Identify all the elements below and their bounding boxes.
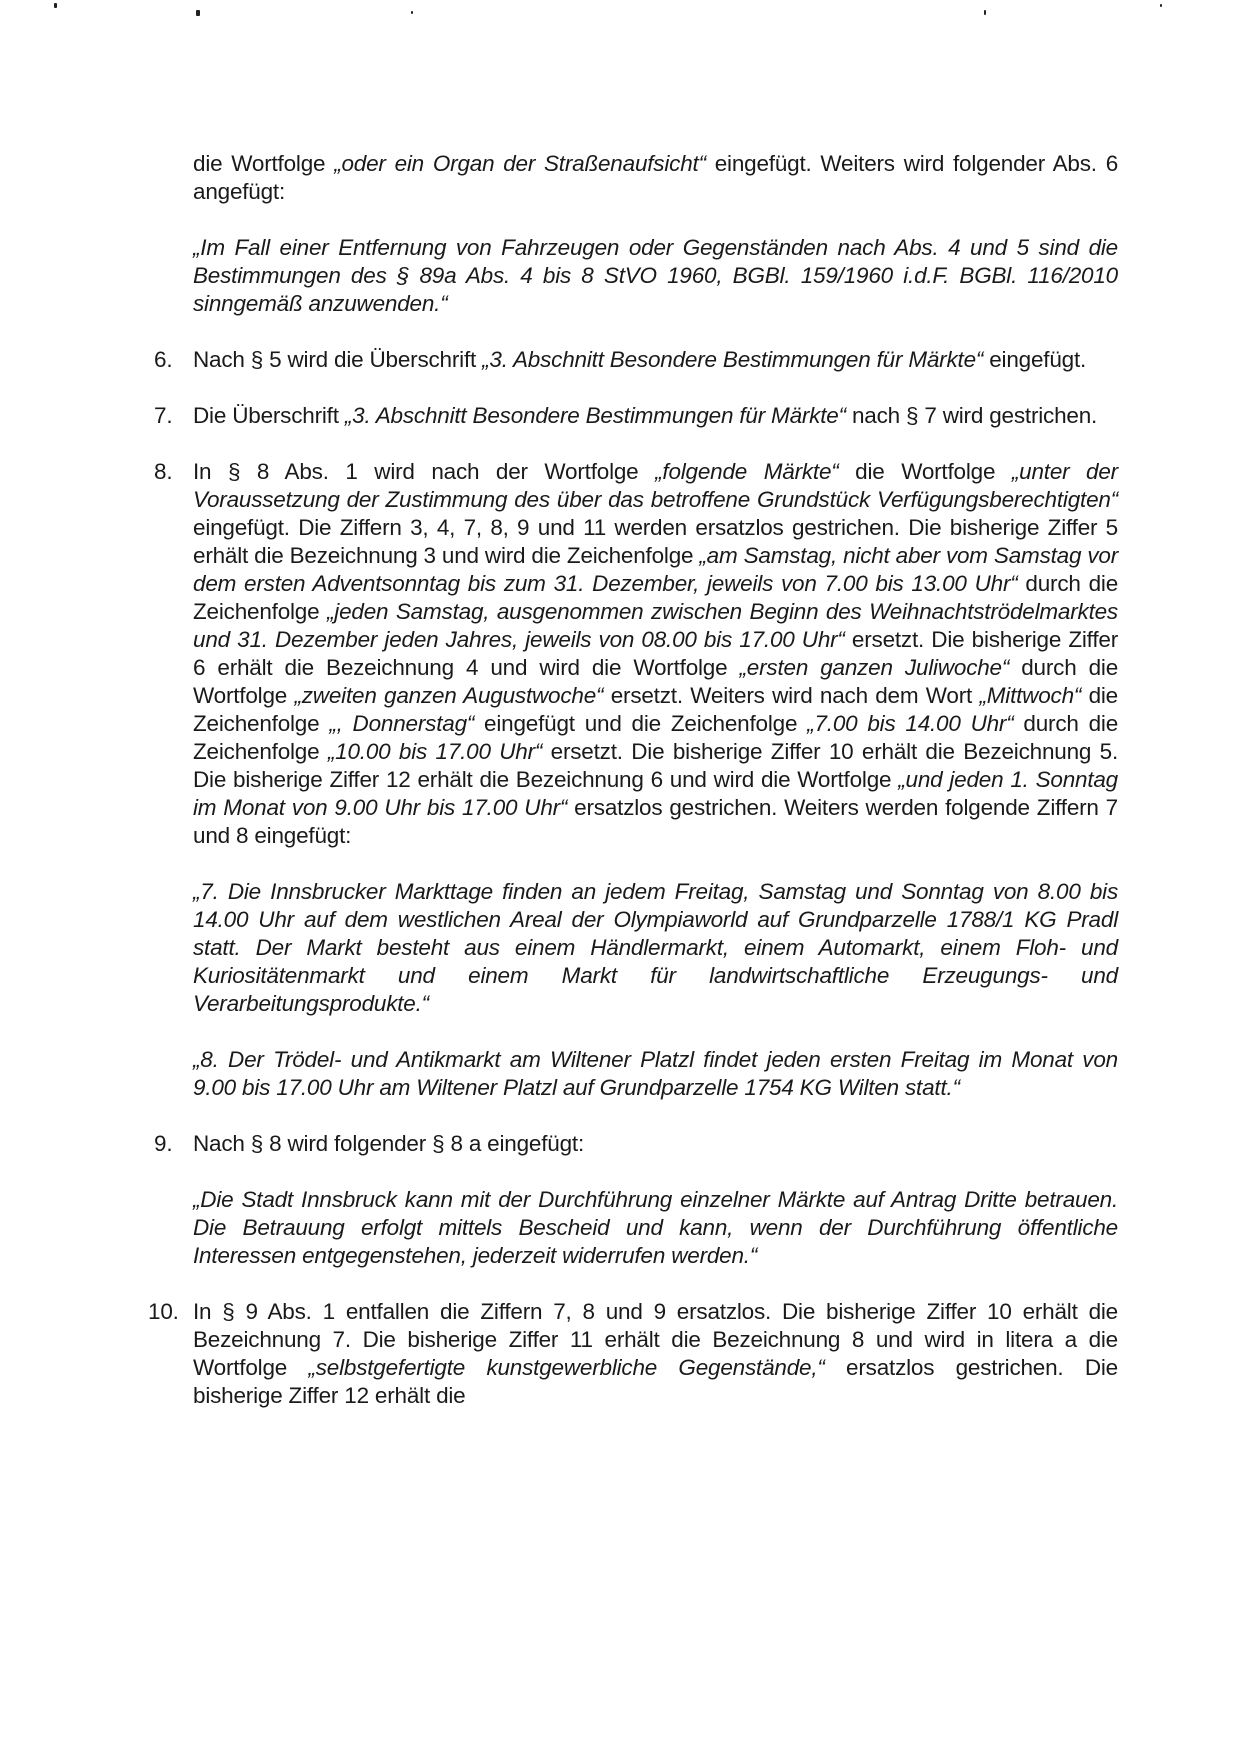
text-segment: die Zeichenfolge — [193, 683, 1118, 736]
quoted-phrase: „am Samstag, nicht aber vom Samstag vor dem ersten Adventsonntag bis zum 31. Dezember, jeweils von 7.00 bis 13.00 Uhr“ — [193, 543, 1119, 596]
quoted-phrase: „oder ein Organ der Straßenaufsicht“ — [334, 151, 706, 176]
document-body — [148, 150, 1119, 1438]
item-text — [193, 458, 1118, 850]
text-segment: die Wortfolge — [193, 151, 335, 176]
text-segment: durch die Zeichenfolge — [193, 571, 1119, 624]
text-segment: eingefügt. Die Ziffern 3, 4, 7, 8, 9 und 11 werden ersatzlos gestrichen. Die bisherige Ziffer 5 erhält die Bezeichnung 3 und wird die Zeichenfolge — [193, 515, 1118, 568]
scan-artifact — [196, 10, 200, 16]
item-text — [193, 1130, 1118, 1158]
text-segment: die Wortfolge — [838, 459, 1012, 484]
quoted-phrase: „, Donnerstag“ — [329, 711, 475, 736]
item-number: 9. — [154, 1131, 173, 1156]
item-number: 7. — [154, 403, 173, 428]
intro-quote — [193, 234, 1118, 318]
quote-text: „7. Die Innsbrucker Markttage finden an jedem Freitag, Samstag und Sonntag von 8.00 bis 14.00 Uhr auf dem westlichen Areal der Olympiaworld auf Grundparzelle 1788/1 KG Pradl statt. Der Markt besteht aus einem Händlermarkt, einem Automarkt, einem Floh- und Kuriositätenmarkt und einem Markt für landwirtschaftliche Erzeugungs- und Verarbeitungsprodukte.“ — [193, 879, 1118, 1016]
amendment-item — [154, 458, 1119, 850]
text-segment: Die Überschrift — [193, 403, 345, 428]
text-segment: ersetzt. Weiters wird nach dem Wort — [603, 683, 980, 708]
text-segment: Nach § 8 wird folgender § 8 a eingefügt: — [193, 1131, 585, 1156]
inserted-quote — [193, 1046, 1118, 1102]
text-segment: ersatzlos gestrichen. Weiters werden folgende Ziffern 7 und 8 eingefügt: — [193, 795, 1118, 848]
text-segment: eingefügt. Weiters wird folgender Abs. 6 angefügt: — [193, 151, 1119, 204]
amendment-list — [148, 346, 1119, 1410]
text-segment: durch die Wortfolge — [193, 655, 1119, 708]
quoted-phrase: „10.00 bis 17.00 Uhr“ — [327, 739, 543, 764]
inserted-quote — [193, 1186, 1118, 1270]
amendment-item — [148, 1298, 1118, 1410]
quoted-phrase: „zweiten ganzen Augustwoche“ — [294, 683, 604, 708]
scan-artifact — [984, 10, 986, 15]
quote-text: „Im Fall einer Entfernung von Fahrzeugen oder Gegenständen nach Abs. 4 und 5 sind die Bestimmungen des § 89a Abs. 4 bis 8 StVO 1960, BGBl. 159/1960 i.d.F. BGBl. 116/2010 sinngemäß anzuwenden.“ — [193, 235, 1118, 316]
amendment-item — [154, 346, 1118, 374]
text-segment: ersetzt. Die bisherige Ziffer 10 erhält die Bezeichnung 5. Die bisherige Ziffer 12 erhält die Bezeichnung 6 und wird die Wortfolge — [193, 739, 1118, 792]
amendment-item — [154, 402, 1118, 430]
item-text — [193, 346, 1118, 374]
text-segment: nach § 7 wird gestrichen. — [845, 403, 1098, 428]
text-segment: ersatzlos gestrichen. Die bisherige Ziffer 12 erhält die — [193, 1355, 1118, 1408]
item-text — [193, 1298, 1118, 1410]
scan-artifact — [411, 11, 413, 14]
amendment-item — [154, 1130, 1118, 1158]
text-segment: eingefügt und die Zeichenfolge — [474, 711, 808, 736]
quoted-phrase: „unter der Voraussetzung der Zustimmung des über das betroffene Grundstück Verfügungsberechtigten“ — [193, 459, 1118, 512]
item-number: 8. — [154, 459, 173, 484]
quoted-phrase: „3. Abschnitt Besondere Bestimmungen für Märkte“ — [482, 347, 984, 372]
quoted-phrase: „selbstgefertigte kunstgewerbliche Gegenstände,“ — [308, 1355, 825, 1380]
quoted-phrase: „folgende Märkte“ — [655, 459, 839, 484]
quoted-phrase: „und jeden 1. Sonntag im Monat von 9.00 Uhr bis 17.00 Uhr“ — [193, 767, 1118, 820]
scan-artifact — [1160, 4, 1162, 7]
item-text — [193, 402, 1118, 430]
text-segment: In § 8 Abs. 1 wird nach der Wortfolge — [193, 459, 656, 484]
quoted-phrase: „3. Abschnitt Besondere Bestimmungen für Märkte“ — [344, 403, 846, 428]
quoted-phrase: „Mittwoch“ — [979, 683, 1082, 708]
item-number: 6. — [154, 347, 173, 372]
quote-text: „Die Stadt Innsbruck kann mit der Durchführung einzelner Märkte auf Antrag Dritte betrauen. Die Betrauung erfolgt mittels Bescheid und kann, wenn der Durchführung öffentliche Interessen entgegenstehen, jederzeit widerrufen werden.“ — [193, 1187, 1118, 1268]
quote-text: „8. Der Trödel- und Antikmarkt am Wiltener Platzl findet jeden ersten Freitag im Monat von 9.00 bis 17.00 Uhr am Wiltener Platzl auf Grundparzelle 1754 KG Wilten statt.“ — [193, 1047, 1118, 1100]
intro-paragraph — [193, 150, 1118, 206]
quoted-phrase: „jeden Samstag, ausgenommen zwischen Beginn des Weihnachtströdelmarktes und 31. Dezember jeden Jahres, jeweils von 08.00 bis 17.00 Uhr“ — [193, 599, 1118, 652]
text-segment: In § 9 Abs. 1 entfallen die Ziffern 7, 8 und 9 ersatzlos. Die bisherige Ziffer 10 erhält die Bezeichnung 7. Die bisherige Ziffer 11 erhält die Bezeichnung 8 und wird in litera a die Wortfolge — [193, 1299, 1118, 1380]
scan-artifact — [54, 3, 57, 8]
text-segment: Nach § 5 wird die Überschrift — [193, 347, 483, 372]
text-segment: durch die Zeichenfolge — [193, 711, 1119, 764]
quoted-phrase: „ersten ganzen Juliwoche“ — [739, 655, 1010, 680]
inserted-quote — [193, 878, 1118, 1018]
intro-text — [193, 150, 1118, 206]
quoted-phrase: „7.00 bis 14.00 Uhr“ — [807, 711, 1014, 736]
text-segment: ersetzt. Die bisherige Ziffer 6 erhält die Bezeichnung 4 und wird die Wortfolge — [193, 627, 1118, 680]
text-segment: eingefügt. — [983, 347, 1087, 372]
item-number: 10. — [148, 1299, 179, 1324]
